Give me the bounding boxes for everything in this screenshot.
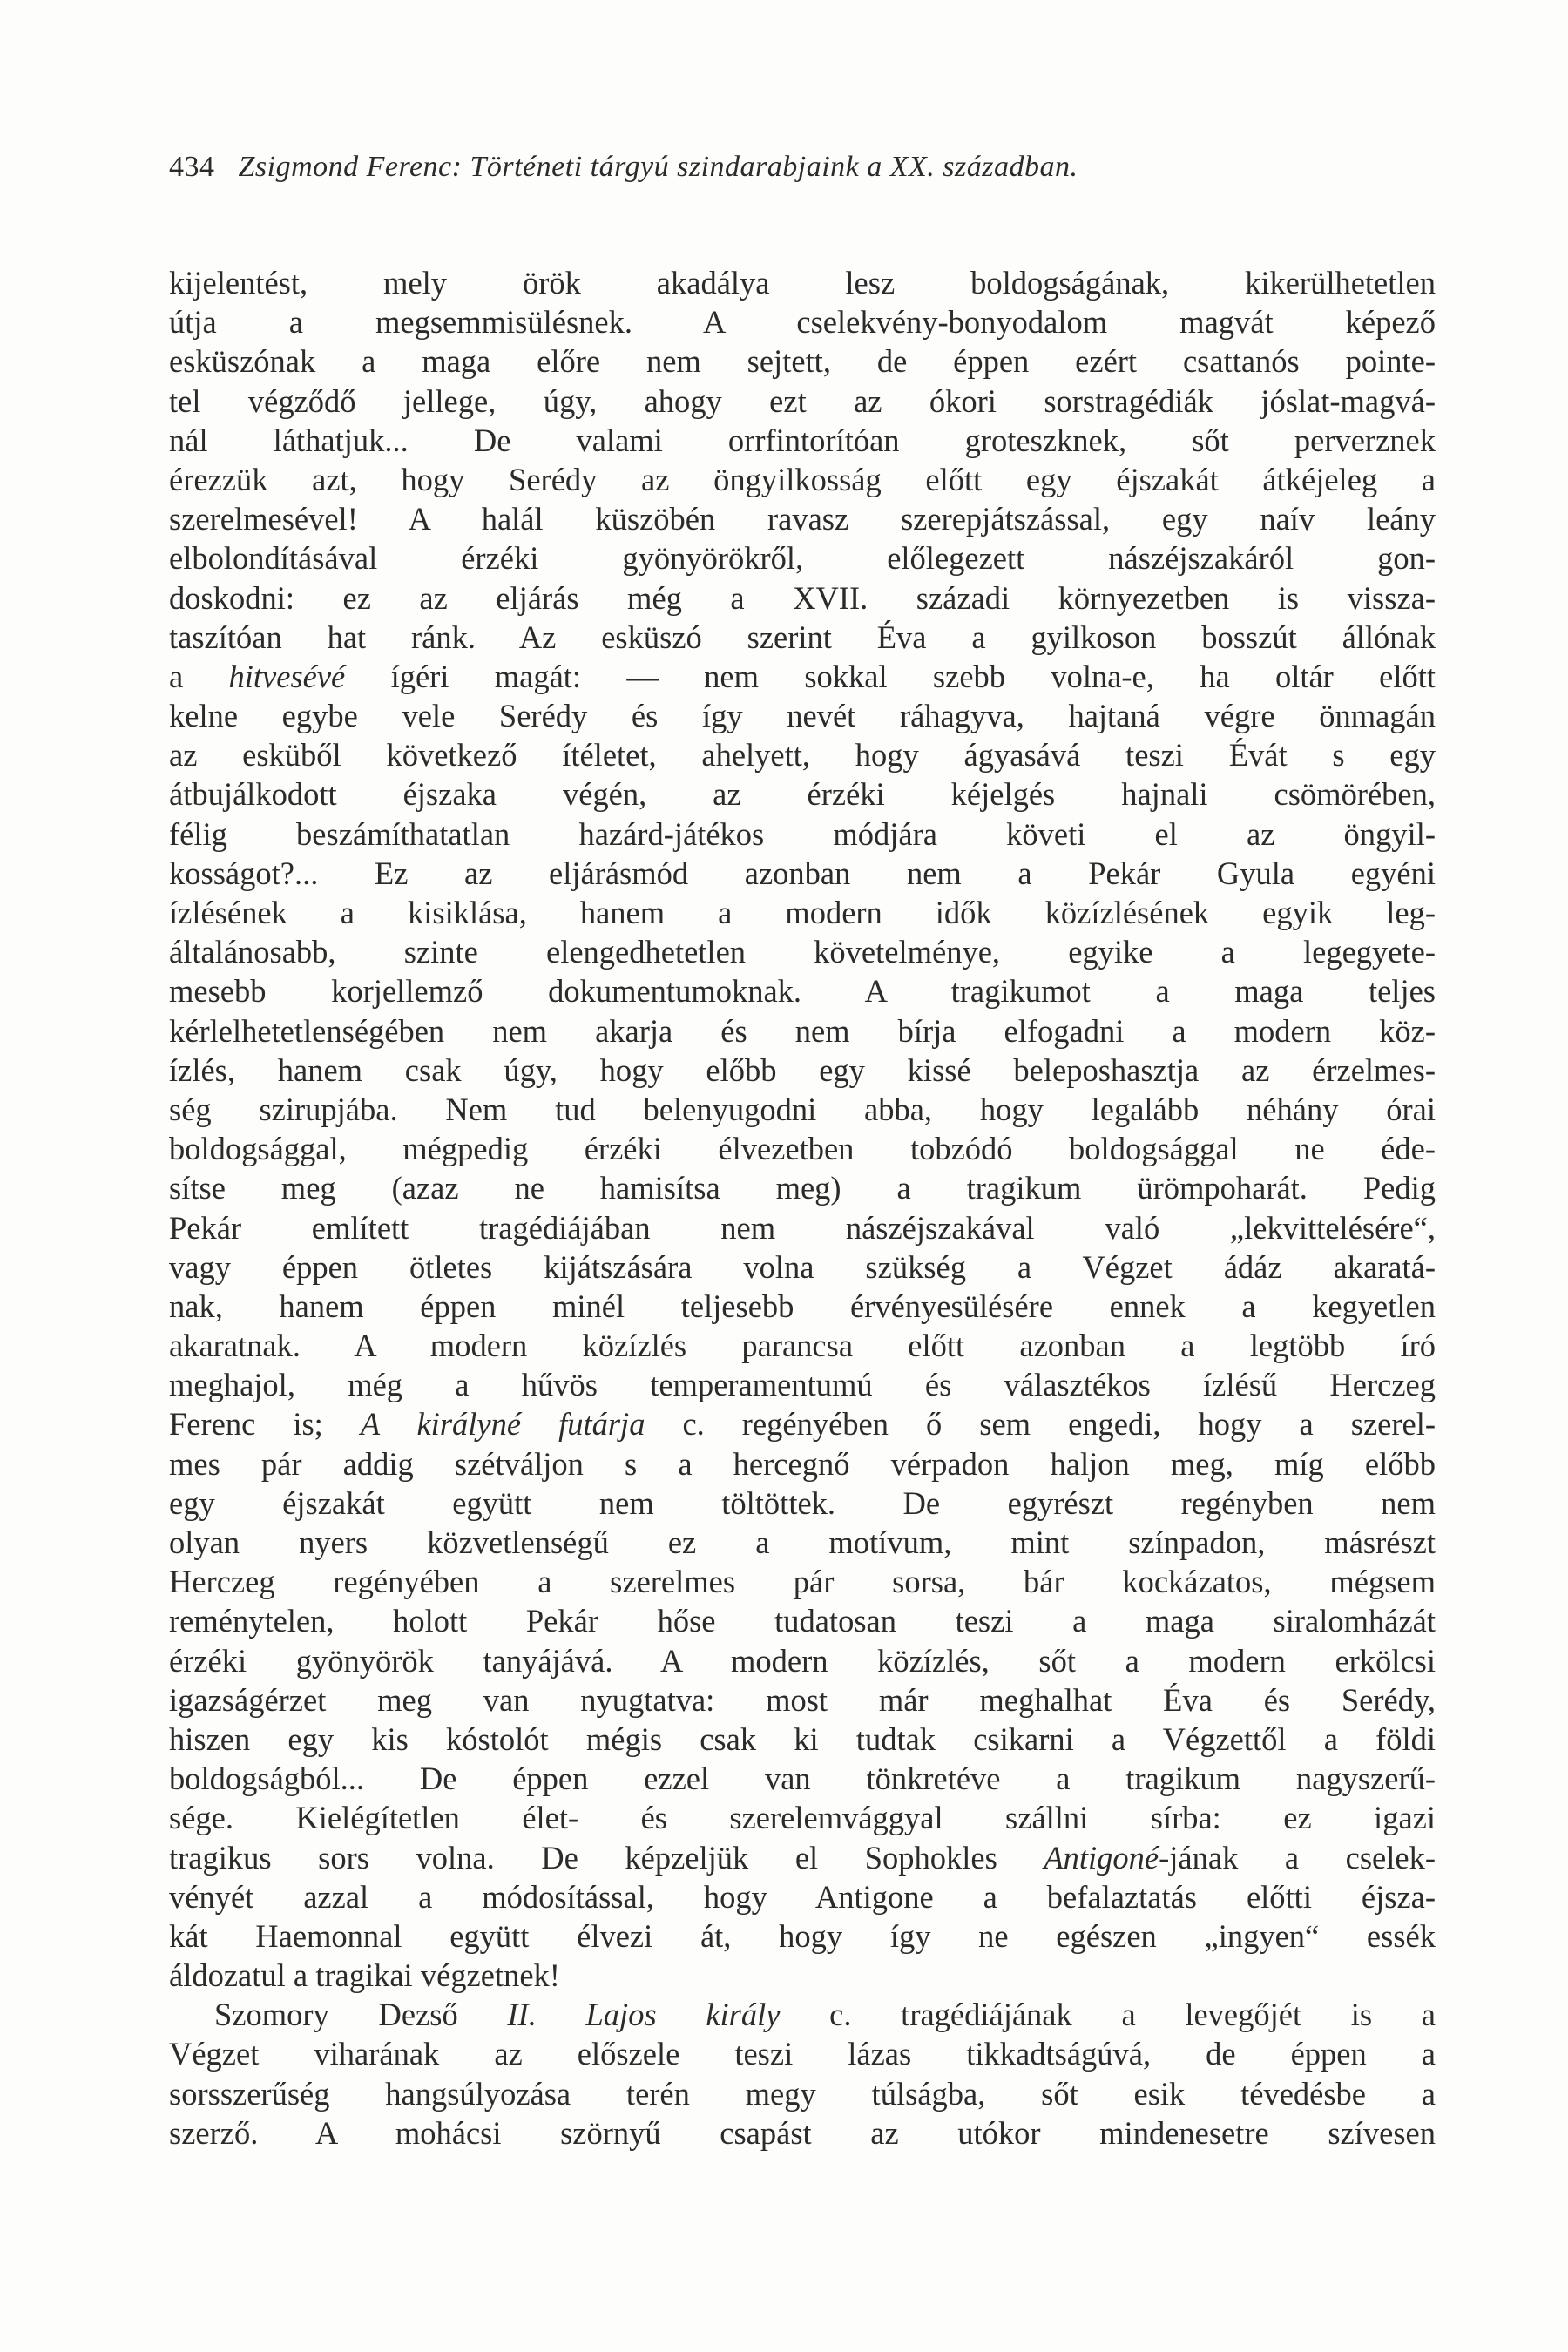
text-line [169, 932, 1436, 971]
text-line [169, 1720, 1436, 1759]
line-text: nak, hanem éppen minél teljesebb érvényesülésére ennek a kegyetlen [169, 1288, 1436, 1324]
line-text: szerző. A mohácsi szörnyű csapást az utókor mindenesetre szívesen [169, 2114, 1436, 2151]
line-text: elbolondításával érzéki gyönyörökről, előlegezett nászéjszakáról gon- [169, 540, 1436, 577]
line-text: tragikus sors volna. De képzeljük el Sophokles [169, 1839, 1044, 1876]
line-text: doskodni: ez az eljárás még a XVII. századi környezetben is vissza- [169, 579, 1436, 616]
line-text: kát Haemonnal együtt élvezi át, hogy így ne egészen „ingyen“ essék [169, 1917, 1436, 1954]
line-text: mesebb korjellemző dokumentumoknak. A tragikumot a maga teljes [169, 973, 1436, 1010]
line-text: sítse meg (azaz ne hamisítsa meg) a tragikum ürömpoharát. Pedig [169, 1170, 1436, 1206]
line-text: a [169, 658, 229, 694]
line-text: boldogsággal, mégpedig érzéki élvezetben tobzódó boldogsággal ne éde- [169, 1131, 1436, 1167]
text-line [169, 421, 1436, 460]
text-line [169, 1287, 1436, 1326]
italic-title: II. Lajos király [507, 1997, 781, 2033]
text-line [169, 1484, 1436, 1523]
text-line [169, 1601, 1436, 1640]
text-line [169, 460, 1436, 499]
italic-title: Antigoné [1044, 1839, 1159, 1876]
text-line [169, 1759, 1436, 1798]
line-text: c. regényében ő sem engedi, hogy a szerel- [645, 1406, 1436, 1443]
text-line [169, 1562, 1436, 1601]
line-text: c. tragédiájának a levegőjét is a [780, 1997, 1436, 2033]
line-text: vényét azzal a módosítással, hogy Antigone a befalaztatás előtti éjsza- [169, 1878, 1436, 1915]
text-line [169, 854, 1436, 893]
text-line [169, 774, 1436, 814]
text-line [169, 1129, 1436, 1168]
running-title: Zsigmond Ferenc: Történeti tárgyú szindarabjaink a XX. században. [238, 151, 1078, 183]
line-text: sége. Kielégítetlen élet- és szerelemvággyal szállni sírba: ez igazi [169, 1800, 1436, 1836]
line-text: esküszónak a maga előre nem sejtett, de éppen ezért csattanós pointe- [169, 343, 1436, 380]
line-text: Ferenc is; [169, 1406, 361, 1443]
text-line [169, 1641, 1436, 1680]
text-line [169, 971, 1436, 1010]
text-line [169, 657, 1436, 696]
text-line [169, 1247, 1436, 1287]
text-line [169, 1051, 1436, 1090]
line-text: Végzet viharának az előszele teszi lázas tikkadtságúvá, de éppen a [169, 2036, 1436, 2072]
text-line [169, 1365, 1436, 1404]
line-text: ígéri magát: — nem sokkal szebb volna-e, ha oltár előtt [345, 658, 1436, 694]
text-line [169, 538, 1436, 578]
line-text: érezzük azt, hogy Serédy az öngyilkosság előtt egy éjszakát átkéjeleg a [169, 461, 1436, 497]
text-line [169, 2034, 1436, 2073]
text-line [169, 618, 1436, 657]
text-line [169, 1916, 1436, 1956]
italic-title: hitvesévé [228, 658, 346, 694]
text-line [169, 341, 1436, 381]
text-line [169, 1523, 1436, 1562]
line-text: Pekár említett tragédiájában nem nászéjszakával való „lekvittelésére“, [169, 1209, 1436, 1246]
text-line [169, 1011, 1436, 1051]
line-text: hiszen egy kis kóstolót mégis csak ki tudtak csikarni a Végzettől a földi [169, 1720, 1436, 1757]
line-text: kosságot?... Ez az eljárásmód azonban nem a Pekár Gyula egyéni [169, 855, 1436, 891]
line-text: akaratnak. A modern közízlés parancsa előtt azonban a legtöbb író [169, 1328, 1436, 1364]
line-text: Herczeg regényében a szerelmes pár sorsa, bár kockázatos, mégsem [169, 1564, 1436, 1600]
text-line [169, 1956, 1436, 1995]
line-text: félig beszámíthatatlan hazárd-játékos módjára követi el az öngyil- [169, 815, 1436, 852]
text-line [169, 2113, 1436, 2153]
line-text: egy éjszakát együtt nem töltöttek. De egyrészt regényben nem [169, 1484, 1436, 1521]
line-text: érzéki gyönyörök tanyájává. A modern közízlés, sőt a modern erkölcsi [169, 1642, 1436, 1679]
text-line [169, 1798, 1436, 1837]
line-text: átbujálkodott éjszaka végén, az érzéki kéjelgés hajnali csömörében, [169, 776, 1436, 813]
text-line [169, 735, 1436, 774]
line-text: áldozatul a tragikai végzetnek! [169, 1957, 560, 1994]
line-text: sorsszerűség hangsúlyozása terén megy túlságba, sőt esik tévedésbe a [169, 2075, 1436, 2112]
line-text: Szomory Dezső [214, 1997, 508, 2033]
text-line [169, 1090, 1436, 1129]
text-line [169, 814, 1436, 854]
line-text: általánosabb, szinte elengedhetetlen követelménye, egyike a legegyete- [169, 934, 1436, 970]
line-text: vagy éppen ötletes kijátszására volna szükség a Végzet ádáz akaratá- [169, 1248, 1436, 1285]
text-line [169, 1326, 1436, 1365]
line-text: ség szirupjába. Nem tud belenyugodni abba, hogy legalább néhány órai [169, 1091, 1436, 1127]
text-line [169, 263, 1436, 302]
body-text [169, 263, 1436, 2153]
text-line [169, 1404, 1436, 1443]
line-text: az esküből következő ítéletet, ahelyett, hogy ágyasává teszi Évát s egy [169, 737, 1436, 774]
text-line [169, 382, 1436, 421]
text-line [169, 1168, 1436, 1207]
line-text: taszítóan hat ránk. Az esküszó szerint Éva a gyilkoson bosszút állónak [169, 618, 1436, 655]
italic-title: A királyné futárja [360, 1406, 645, 1443]
text-line [169, 893, 1436, 932]
text-line [169, 1838, 1436, 1877]
text-line [169, 696, 1436, 735]
line-text: szerelmesével! A halál küszöbén ravasz szerepjátszással, egy naív leány [169, 501, 1436, 537]
text-line [169, 499, 1436, 538]
text-line [169, 1877, 1436, 1916]
line-text: kijelentést, mely örök akadálya lesz boldogságának, kikerülhetetlen [169, 265, 1436, 301]
line-text: nál láthatjuk... De valami orrfintorítóan groteszknek, sőt perverznek [169, 422, 1436, 458]
text-line [169, 578, 1436, 618]
line-text: -jának a cselek- [1159, 1839, 1436, 1876]
line-text: tel végződő jellege, úgy, ahogy ezt az ókori sorstragédiák jóslat-magvá- [169, 382, 1436, 419]
line-text: mes pár addig szétváljon s a hercegnő vérpadon haljon meg, míg előbb [169, 1445, 1436, 1482]
text-line [169, 2074, 1436, 2113]
text-line [169, 302, 1436, 341]
line-text: útja a megsemmisülésnek. A cselekvény-bonyodalom magvát képező [169, 304, 1436, 341]
line-text: kérlelhetetlenségében nem akarja és nem bírja elfogadni a modern köz- [169, 1012, 1436, 1049]
line-text: boldogságból... De éppen ezzel van tönkretéve a tragikum nagyszerű- [169, 1761, 1436, 1797]
line-text: kelne egybe vele Serédy és így nevét ráhagyva, hajtaná végre önmagán [169, 698, 1436, 734]
running-head [169, 150, 1441, 185]
text-line [169, 1680, 1436, 1720]
line-text: meghajol, még a hűvös temperamentumú és választékos ízlésű Herczeg [169, 1367, 1436, 1403]
text-line [169, 1995, 1436, 2034]
page-number: 434 [169, 151, 215, 183]
line-text: reménytelen, holott Pekár hőse tudatosan teszi a maga siralomházát [169, 1603, 1436, 1639]
text-line [169, 1208, 1436, 1247]
line-text: ízlésének a kisiklása, hanem a modern idők közízlésének egyik leg- [169, 895, 1436, 930]
line-text: igazságérzet meg van nyugtatva: most már meghalhat Éva és Serédy, [169, 1681, 1436, 1718]
line-text: ízlés, hanem csak úgy, hogy előbb egy kissé beleposhasztja az érzelmes- [169, 1051, 1436, 1088]
text-line [169, 1444, 1436, 1484]
line-text: olyan nyers közvetlenségű ez a motívum, mint színpadon, másrészt [169, 1524, 1436, 1560]
